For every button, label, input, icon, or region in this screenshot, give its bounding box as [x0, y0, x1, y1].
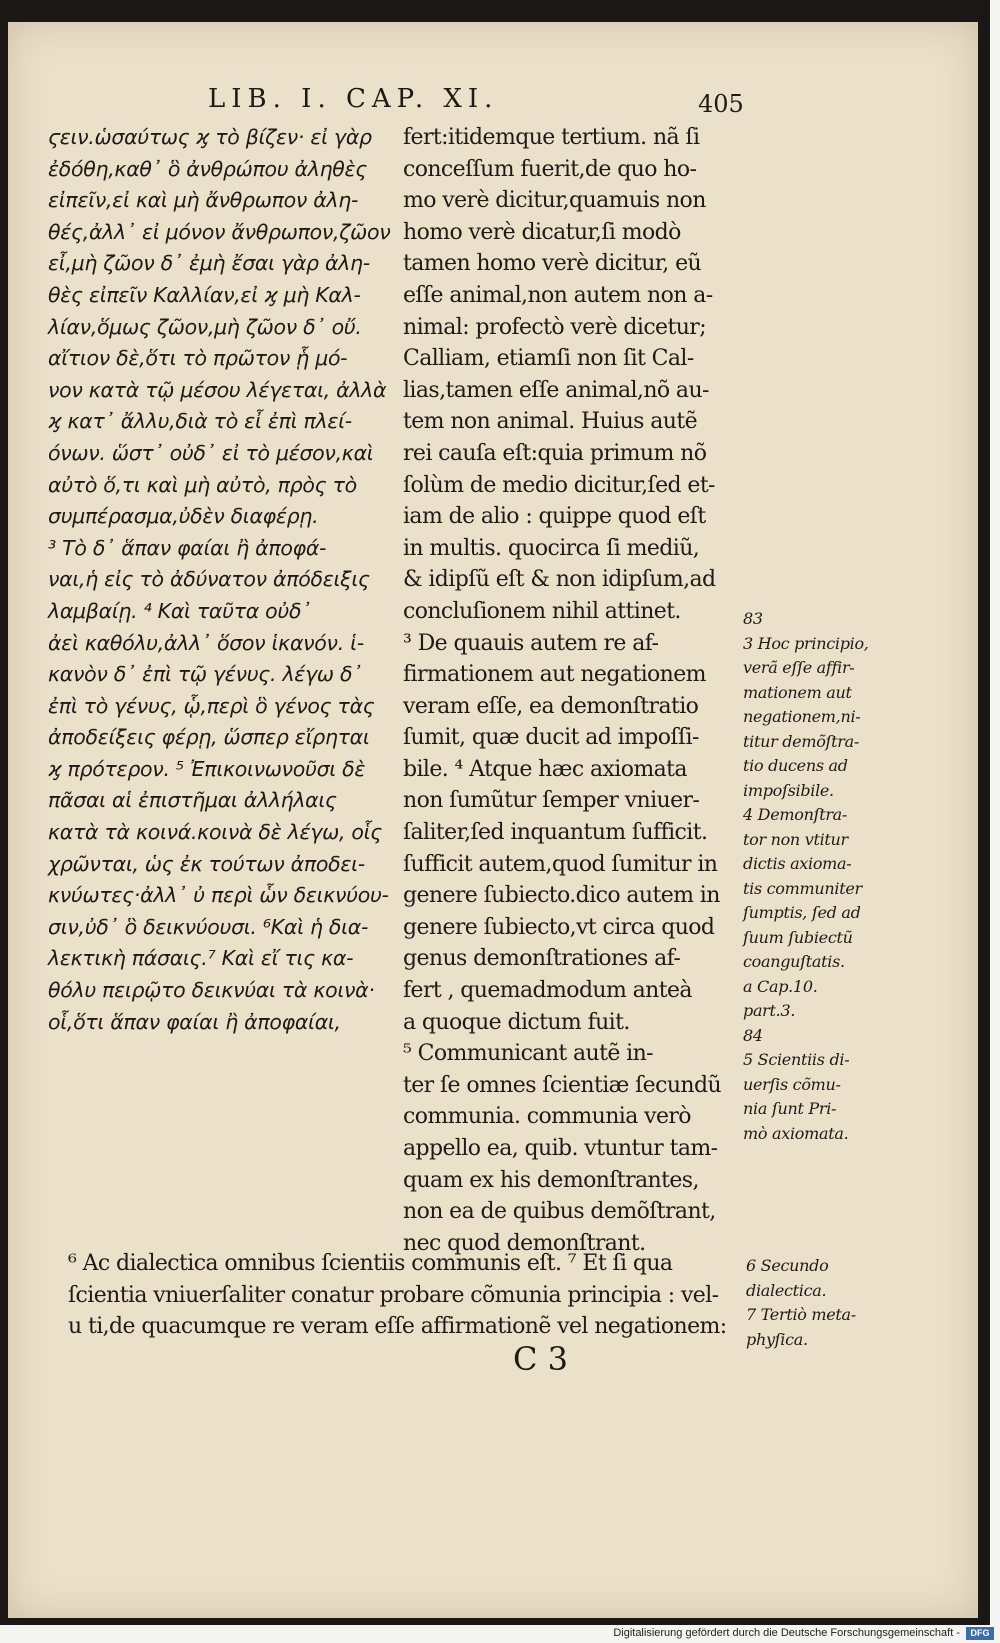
greek-line: λίαν,ὅμως ζῶον,μὴ ζῶον δ᾽ οὔ. [48, 314, 362, 339]
latin-line: veram eſſe, ea demonſtratio [403, 693, 699, 719]
margin-note: a Cap.10. [743, 976, 818, 996]
page-number: 405 [698, 90, 744, 118]
latin-line: homo verè dicatur,ſi modò [403, 219, 681, 245]
margin-note: tor non vtitur [743, 829, 848, 849]
footer-credit: Digitalisierung gefördert durch die Deutsche Forschungsgemeinschaft - [613, 1627, 960, 1639]
latin-line: lias,tamen eſſe animal,nõ au- [403, 377, 709, 403]
margin-note: phyſica. [746, 1329, 808, 1349]
margin-note: negationem,ni- [743, 707, 861, 726]
greek-line: εἰπεῖν,εἰ καὶ μὴ ἄνθρωπον ἀλη- [48, 188, 359, 213]
margin-notes-bottom [746, 1254, 986, 1352]
latin-line: & idipſũ eſt & non idipſum,ad [403, 567, 716, 593]
margin-note: 5 Scientiis di- [743, 1050, 850, 1069]
full-width-line: u ti,de quacumque re veram eſſe affirmationẽ vel negationem: [68, 1314, 727, 1340]
greek-line: ἐπὶ τὸ γένυς, ᾧ,περὶ ὃ γένος τὰς [48, 693, 375, 718]
latin-line: nimal: profectò verè dicetur; [403, 314, 707, 340]
latin-line: in multis. quocirca ſi mediũ, [403, 535, 700, 561]
greek-line: κατὰ τὰ κοινά.κοινὰ δὲ λέγω, οἷς [48, 820, 383, 845]
greek-line: εἶ,μὴ ζῶον δ᾽ ἐμὴ ἔσαι γὰρ ἀλη- [48, 251, 370, 276]
latin-line: ſufficit autem,quod ſumitur in [403, 851, 718, 877]
latin-line: appello ea, quib. vtuntur tam- [403, 1136, 718, 1161]
margin-note: ſumptis, ſed ad [743, 903, 861, 922]
latin-line: non ea de quibus demõſtrant, [403, 1199, 716, 1225]
margin-note: 83 [743, 609, 763, 628]
margin-note: part.3. [743, 1001, 796, 1020]
latin-line: conceſſum fuerit,de quo ho- [403, 156, 697, 182]
latin-line: genus demonſtrationes af- [403, 946, 681, 972]
latin-line: mo verè dicitur,quamuis non [403, 188, 706, 214]
greek-line: θές,ἀλλ᾽ εἰ μόνον ἄνθρωπον,ζῶον [48, 219, 391, 244]
latin-text-column [403, 122, 739, 1259]
margin-note: tio ducens ad [743, 756, 848, 775]
margin-note: titur demõſtra- [743, 731, 859, 751]
margin-note: 7 Tertiò meta- [746, 1305, 856, 1324]
margin-note: coanguſtatis. [743, 952, 845, 971]
latin-line: bile. ⁴ Atque hæc axiomata [403, 756, 687, 782]
greek-line: ϗ κατ᾽ ἄλλυ,διὰ τὸ εἶ ἐπὶ πλεί- [48, 409, 352, 434]
latin-line: fert:itidemque tertium. nã ſi [403, 125, 700, 150]
latin-line: ſolùm de medio dicitur,ſed et- [403, 472, 715, 498]
greek-line: θόλυ πειρῷτο δεικνύαι τὰ κοινὰ· [48, 978, 375, 1003]
greek-line: αὐτὸ ὅ,τι καὶ μὴ αὐτὸ, πρὸς τὸ [48, 472, 357, 497]
full-width-text [68, 1248, 738, 1343]
latin-line: concluſionem nihil attinet. [403, 598, 681, 624]
latin-line: ³ De quauis autem re af- [403, 630, 659, 656]
full-width-line: ſcientia vniuerſaliter conatur probare cõmunia principia : vel- [68, 1282, 719, 1308]
margin-note: mationem aut [743, 682, 852, 702]
latin-line: ſaliter,ſed inquantum ſufficit. [403, 820, 708, 846]
running-head: LIB. I. CAP. XI. [208, 84, 499, 114]
full-width-line: ⁶ Ac dialectica omnibus ſcientiis communis eſt. ⁷ Et ſi qua [68, 1251, 673, 1276]
greek-line: ναι,ἡ εἰς τὸ ἀδύνατον ἀπόδειξις [48, 567, 370, 592]
margin-note: ſuum ſubiectũ [743, 927, 853, 947]
margin-note: 84 [743, 1025, 763, 1045]
greek-line: συμπέρασμα,ὐδὲν διαφέρῃ. [48, 504, 319, 529]
margin-note: impoſsibile. [743, 780, 834, 800]
margin-note: mò axiomata. [743, 1123, 849, 1143]
greek-text-column [48, 122, 391, 1038]
dfg-logo: DFG [966, 1627, 994, 1640]
greek-line: όνων. ὥστ᾽ οὐδ᾽ εἰ τὸ μέσον,καὶ [48, 440, 374, 465]
margin-note: verã eſſe affir- [743, 658, 855, 677]
latin-line: Calliam, etiamſi non ſit Cal- [403, 346, 694, 372]
latin-line: genere ſubiecto,vt circa quod [403, 914, 715, 940]
margin-note: dialectica. [746, 1280, 827, 1300]
greek-line: σιν,ὐδ᾽ ὃ δεικνύουσι. ⁶Καὶ ἡ δια- [48, 914, 369, 939]
digitization-footer [0, 1625, 1000, 1643]
latin-line: genere ſubiecto.dico autem in [403, 883, 720, 909]
margin-note: 3 Hoc principio, [743, 633, 869, 653]
latin-line: ter ſe omnes ſcientiæ ſecundũ [403, 1072, 722, 1098]
greek-line: ἀεὶ καθόλυ,ἀλλ᾽ ὅσον ἱκανόν. ἱ- [48, 630, 364, 655]
latin-line: rei cauſa eſt:quia primum nõ [403, 440, 707, 466]
greek-line: νον κατὰ τῷ μέσου λέγεται, ἀλλὰ [48, 377, 387, 402]
margin-note: 6 Secundo [746, 1256, 829, 1275]
greek-line: κανὸν δ᾽ ἐπὶ τῷ γένυς. λέγω δ᾽ [48, 662, 363, 687]
latin-line: nec quod demonſtrant. [403, 1230, 646, 1256]
latin-line: non ſumũtur ſemper vniuer- [403, 788, 700, 814]
greek-line: οἷ,ὅτι ἅπαν φαίαι ἢ ἀποφαίαι, [48, 1009, 341, 1034]
greek-line: ἀποδείξεις φέρῃ, ὥσπερ εἴρηται [48, 725, 370, 750]
greek-line: χρῶνται, ὡς ἐκ τούτων ἀποδει- [48, 851, 365, 876]
latin-line: a quoque dictum fuit. [403, 1009, 630, 1035]
greek-line: λαμβαίῃ. ⁴ Καὶ ταῦτα οὐδ᾽ [48, 598, 312, 623]
greek-line: λεκτικὴ πάσαις.⁷ Καὶ εἴ τις κα- [48, 946, 354, 971]
latin-line: eſſe animal,non autem non a- [403, 282, 713, 308]
greek-line: πᾶσαι αἱ ἐπιστῆμαι ἀλλήλαις [48, 788, 337, 813]
latin-line: communia. communia verò [403, 1104, 691, 1130]
margin-note: uerſis cõmu- [743, 1074, 841, 1094]
greek-line: ϗ πρότερον. ⁵ Ἐπικοινωνοῦσι δὲ [48, 756, 366, 781]
margin-note: 4 Demonſtra- [743, 805, 848, 824]
greek-line: ἐδόθη,καθ᾽ ὃ ἀνθρώπου ἀληθὲς [48, 156, 368, 181]
signature-mark: C 3 [513, 1340, 569, 1378]
latin-line: ⁵ Communicant autẽ in- [403, 1041, 654, 1067]
book-page [8, 22, 978, 1618]
latin-line: ſumit, quæ ducit ad impoſſi- [403, 725, 699, 751]
latin-line: firmationem aut negationem [403, 662, 706, 688]
greek-line: ³ Τὸ δ᾽ ἅπαν φαίαι ἢ ἀποφά- [48, 535, 327, 560]
margin-note: nia ſunt Pri- [743, 1099, 837, 1118]
latin-line: tamen homo verè dicitur, eũ [403, 251, 702, 277]
greek-line: θὲς εἰπεῖν Καλλίαν,εἰ ϗ μὴ Καλ- [48, 282, 361, 307]
greek-line: αἴτιον δὲ,ὅτι τὸ πρῶτον ᾗ μό- [48, 346, 348, 371]
margin-note: dictis axioma- [743, 854, 852, 873]
greek-line: ϛειν.ὡσαύτως ϗ τὸ βίζεν· εἰ γὰρ [48, 125, 372, 149]
latin-line: tem non animal. Huius autẽ [403, 409, 698, 435]
latin-line: iam de alio : quippe quod eſt [403, 504, 706, 530]
margin-notes [743, 607, 983, 1146]
margin-note: tis communiter [743, 878, 862, 898]
latin-line: fert , quemadmodum anteà [403, 978, 692, 1004]
latin-line: quam ex his demonſtrantes, [403, 1167, 699, 1193]
greek-line: κνύωτες·ἀλλ᾽ ὐ περὶ ὧν δεικνύου- [48, 883, 389, 908]
